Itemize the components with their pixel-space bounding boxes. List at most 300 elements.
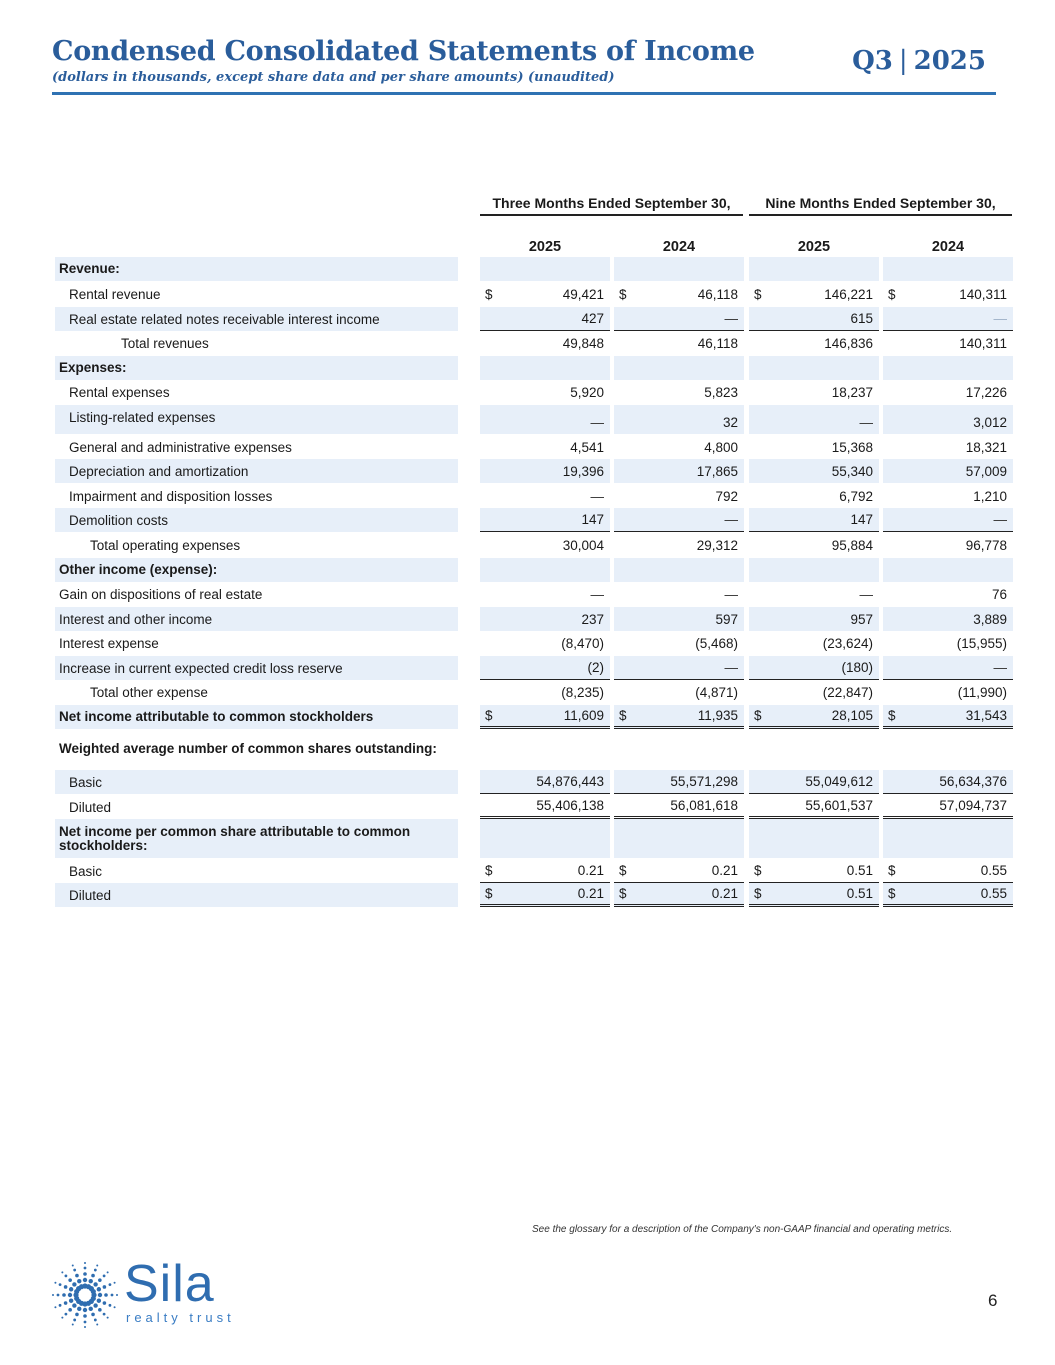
currency-symbol: $: [619, 708, 627, 723]
cell-value: 0.21: [577, 863, 604, 878]
table-row: [55, 533, 1013, 557]
logo-dot: [75, 1274, 79, 1278]
table-cell: [614, 819, 744, 858]
logo-dot: [72, 1282, 76, 1286]
logo-dot: [103, 1313, 106, 1316]
table-cell: [883, 356, 1013, 380]
cell-value: 147: [850, 512, 873, 527]
table-cell: [883, 680, 1013, 704]
table-row: [55, 459, 1013, 483]
table-cell: [749, 356, 879, 380]
table-row: [55, 484, 1013, 508]
logo-dot: [94, 1319, 97, 1322]
period-separator: |: [898, 46, 908, 76]
table-cell: [749, 680, 879, 704]
table-cell: [749, 859, 879, 883]
table-cell: [480, 331, 610, 355]
table-cell: [883, 484, 1013, 508]
table-cell: [614, 859, 744, 883]
table-cell: [480, 533, 610, 557]
currency-symbol: $: [754, 708, 762, 723]
currency-symbol: $: [485, 286, 493, 302]
table-row: [55, 257, 1013, 281]
logo-dot: [97, 1299, 101, 1303]
table-cell: [480, 582, 610, 606]
logo-dot: [73, 1319, 76, 1322]
logo-dot: [61, 1271, 63, 1273]
cell-value: 147: [581, 512, 604, 527]
cell-value: 30,004: [562, 537, 604, 553]
year-header-q3-2024: 2024: [614, 236, 744, 260]
table-cell: [883, 705, 1013, 729]
cell-value: 146,221: [824, 286, 873, 302]
row-label: Basic: [69, 863, 103, 879]
table-row: [55, 380, 1013, 404]
currency-symbol: $: [754, 886, 762, 901]
table-cell: [749, 380, 879, 404]
logo-dot: [89, 1279, 93, 1283]
table-cell: [749, 307, 879, 331]
row-label: Gain on dispositions of real estate: [59, 586, 263, 602]
table-cell: [749, 405, 879, 434]
table-cell: [480, 730, 610, 768]
logo-dot: [91, 1289, 96, 1294]
table-cell: [614, 484, 744, 508]
table-cell: [480, 508, 610, 532]
table-cell: [883, 730, 1013, 768]
table-row: [55, 435, 1013, 459]
cell-value: 57,094,737: [939, 798, 1007, 813]
table-cell: [883, 459, 1013, 483]
sunburst-logo-icon: [50, 1260, 120, 1330]
cell-value: 5,823: [704, 384, 738, 400]
table-cell: [749, 819, 879, 858]
row-label: Depreciation and amortization: [55, 459, 458, 483]
table-cell: [480, 680, 610, 704]
table-cell: [614, 795, 744, 819]
cell-value: (8,470): [561, 635, 604, 651]
page-header: [52, 34, 996, 95]
cell-value: 146,836: [824, 335, 873, 351]
logo-dot: [111, 1294, 114, 1297]
table-cell: [883, 307, 1013, 331]
cell-value: 54,876,443: [536, 774, 604, 789]
table-cell: [480, 883, 610, 907]
cell-value: 95,884: [831, 537, 873, 553]
cell-value: 957: [850, 611, 873, 627]
table-cell: [480, 558, 610, 582]
table-cell: [749, 459, 879, 483]
table-cell: [614, 656, 744, 680]
table-cell: [883, 795, 1013, 819]
row-label: Interest and other income: [55, 607, 458, 631]
cell-value: 46,118: [697, 286, 738, 302]
currency-symbol: $: [888, 286, 896, 302]
logo-dot: [98, 1278, 102, 1282]
cell-value: 55,406,138: [536, 798, 604, 813]
cell-value: 55,049,612: [805, 774, 873, 789]
table-cell: [883, 859, 1013, 883]
logo-dot: [96, 1264, 98, 1266]
row-label: Real estate related notes receivable interest income: [55, 307, 458, 331]
table-row: [55, 631, 1013, 655]
table-row: [55, 730, 1013, 768]
cell-value: —: [590, 488, 604, 504]
table-cell: [480, 859, 610, 883]
logo-dot: [103, 1301, 107, 1305]
table-cell: [614, 380, 744, 404]
cell-value: 4,800: [704, 439, 738, 455]
logo-dot: [64, 1285, 68, 1289]
cell-value: —: [724, 311, 738, 326]
currency-symbol: $: [888, 886, 896, 901]
table-cell: [480, 795, 610, 819]
table-row: [55, 356, 1013, 380]
cell-value: 6,792: [839, 488, 873, 504]
cell-value: 140,311: [959, 335, 1007, 351]
cell-value: 56,081,618: [670, 798, 738, 813]
cell-value: 49,421: [562, 286, 604, 302]
logo-dot: [59, 1283, 62, 1286]
table-cell: [883, 582, 1013, 606]
logo-dot: [83, 1314, 87, 1318]
table-cell: [614, 405, 744, 434]
row-label: Diluted: [55, 883, 458, 907]
table-cell: [883, 380, 1013, 404]
cell-value: 96,778: [965, 537, 1007, 553]
table-cell: [749, 508, 879, 532]
cell-value: —: [724, 586, 738, 602]
table-cell: [614, 508, 744, 532]
row-label: Total operating expenses: [90, 537, 241, 553]
logo-dot: [69, 1287, 73, 1291]
logo-dot: [109, 1304, 112, 1307]
table-cell: [614, 307, 744, 331]
year-header-q3-2025: 2025: [480, 236, 610, 260]
table-cell: [883, 770, 1013, 794]
logo-dot: [72, 1303, 76, 1307]
page-subtitle: (dollars in thousands, except share data and per share amounts) (unaudited): [52, 70, 615, 85]
cell-value: (22,847): [822, 684, 873, 700]
table-row: [55, 607, 1013, 631]
logo-dot: [72, 1264, 74, 1266]
cell-value: 0.21: [711, 886, 738, 901]
cell-value: (15,955): [956, 635, 1007, 651]
row-label: Total revenues: [121, 335, 209, 351]
table-cell: [480, 459, 610, 483]
cell-value: 0.55: [980, 886, 1007, 901]
cell-value: 46,118: [697, 335, 738, 351]
table-cell: [883, 656, 1013, 680]
logo-dot: [96, 1324, 98, 1326]
cell-value: (2): [587, 660, 604, 675]
cell-value: 237: [581, 611, 604, 627]
currency-symbol: $: [754, 286, 762, 302]
cell-value: 615: [850, 311, 873, 326]
row-label: Net income attributable to common stockholders: [55, 705, 458, 729]
cell-value: —: [993, 660, 1007, 675]
table-row: [55, 705, 1013, 729]
logo-dot: [94, 1269, 97, 1272]
table-cell: [883, 331, 1013, 355]
nine-months-header: Nine Months Ended September 30,: [749, 195, 1012, 216]
table-cell: [749, 631, 879, 655]
table-cell: [749, 883, 879, 907]
logo-dot: [83, 1308, 87, 1312]
cell-value: 55,340: [831, 463, 873, 479]
cell-value: 0.55: [980, 863, 1007, 878]
currency-symbol: $: [485, 863, 493, 878]
table-cell: [749, 795, 879, 819]
currency-symbol: $: [754, 863, 762, 878]
logo-dot: [75, 1313, 79, 1317]
row-label: Other income (expense):: [55, 558, 458, 582]
row-label: Weighted average number of common shares outstanding:: [59, 741, 437, 756]
cell-value: 56,634,376: [939, 774, 1007, 789]
cell-value: 32: [722, 415, 738, 430]
cell-value: 0.21: [577, 886, 604, 901]
cell-value: —: [590, 415, 604, 430]
cell-value: 18,237: [831, 384, 873, 400]
table-cell: [749, 331, 879, 355]
row-label: Impairment and disposition losses: [69, 488, 273, 504]
logo-dot: [64, 1301, 68, 1305]
row-label: Demolition costs: [55, 508, 458, 532]
table-cell: [883, 883, 1013, 907]
table-cell: [614, 770, 744, 794]
logo-dot: [98, 1293, 102, 1297]
table-row: [55, 582, 1013, 606]
table-cell: [614, 282, 744, 306]
cell-value: —: [859, 586, 873, 602]
table-cell: [883, 819, 1013, 858]
logo-dot: [89, 1307, 93, 1311]
table-cell: [749, 533, 879, 557]
cell-value: —: [724, 512, 738, 527]
row-label: Rental revenue: [69, 286, 161, 302]
logo-dot: [62, 1293, 66, 1297]
cell-value: 3,889: [973, 611, 1007, 627]
logo-dot: [57, 1294, 60, 1297]
year-header-ytd-2025: 2025: [749, 236, 879, 260]
cell-value: 597: [715, 611, 738, 627]
logo-dot: [54, 1306, 56, 1308]
table-row: [55, 405, 1013, 434]
cell-value: 11,935: [697, 708, 738, 723]
currency-symbol: $: [888, 863, 896, 878]
cell-value: —: [724, 660, 738, 675]
table-cell: [749, 282, 879, 306]
table-cell: [614, 631, 744, 655]
page-number: 6: [988, 1291, 998, 1310]
logo-dot: [91, 1313, 95, 1317]
cell-value: 427: [581, 311, 604, 326]
logo-wordmark: Sila: [124, 1255, 215, 1313]
table-cell: [480, 484, 610, 508]
table-cell: [883, 558, 1013, 582]
currency-symbol: $: [619, 863, 627, 878]
row-label: Rental expenses: [69, 384, 170, 400]
table-cell: [480, 656, 610, 680]
table-cell: [480, 380, 610, 404]
row-label: Revenue:: [55, 257, 458, 281]
table-cell: [480, 257, 610, 281]
logo-dot: [103, 1285, 107, 1289]
table-cell: [480, 705, 610, 729]
cell-value: 55,571,298: [670, 774, 738, 789]
logo-dot: [72, 1324, 74, 1326]
cell-value: 55,601,537: [805, 798, 873, 813]
table-row: [55, 558, 1013, 582]
cell-value: 5,920: [570, 384, 604, 400]
table-cell: [749, 656, 879, 680]
logo-tagline: realty trust: [126, 1310, 235, 1325]
logo-dot: [104, 1293, 108, 1297]
cell-value: 31,543: [965, 708, 1007, 723]
cell-value: 1,210: [973, 488, 1007, 504]
cell-value: 792: [715, 488, 738, 504]
table-cell: [883, 405, 1013, 434]
footnote: See the glossary for a description of the Company's non-GAAP financial and operating metrics.: [532, 1224, 953, 1235]
logo-dot: [68, 1293, 72, 1297]
cell-value: 18,321: [965, 439, 1007, 455]
table-cell: [480, 356, 610, 380]
period-label: [852, 46, 986, 76]
cell-value: 17,226: [965, 384, 1007, 400]
cell-value: (180): [841, 660, 873, 675]
logo-dot: [61, 1317, 63, 1319]
table-row: [55, 770, 1013, 794]
cell-value: (11,990): [957, 684, 1007, 700]
row-label: General and administrative expenses: [69, 439, 292, 455]
table-cell: [614, 558, 744, 582]
table-cell: [883, 533, 1013, 557]
table-cell: [749, 558, 879, 582]
row-label: Interest expense: [59, 635, 159, 651]
table-cell: [614, 459, 744, 483]
row-label: Expenses:: [55, 356, 458, 380]
cell-value: 0.51: [846, 863, 873, 878]
row-label: Increase in current expected credit loss reserve: [55, 656, 458, 680]
logo-dot: [68, 1308, 72, 1312]
table-cell: [614, 356, 744, 380]
logo-dot: [54, 1282, 56, 1284]
currency-symbol: $: [619, 886, 627, 901]
cell-value: 0.51: [846, 886, 873, 901]
cell-value: 11,609: [563, 708, 604, 723]
logo-dot: [84, 1267, 87, 1270]
logo-dot: [83, 1272, 87, 1276]
cell-value: 4,541: [570, 439, 604, 455]
currency-symbol: $: [485, 708, 493, 723]
logo-dot: [68, 1278, 72, 1282]
logo-dot: [114, 1282, 116, 1284]
quarter-label: Q3: [852, 46, 893, 76]
cell-value: 17,865: [696, 463, 738, 479]
table-row: [55, 656, 1013, 680]
table-cell: [480, 607, 610, 631]
cell-value: (8,235): [561, 684, 604, 700]
table-row: [55, 508, 1013, 532]
cell-value: 3,012: [973, 415, 1007, 430]
table-cell: [883, 282, 1013, 306]
table-cell: [480, 307, 610, 331]
table-cell: [614, 883, 744, 907]
table-cell: [749, 257, 879, 281]
table-cell: [614, 607, 744, 631]
table-cell: [614, 257, 744, 281]
logo-dot: [93, 1282, 97, 1286]
table-cell: [614, 435, 744, 459]
table-row: [55, 859, 1013, 883]
logo-dot: [107, 1271, 109, 1273]
page-title: Condensed Consolidated Statements of Income: [52, 36, 755, 67]
row-label: Diluted: [69, 799, 112, 815]
table-row: [55, 307, 1013, 331]
cell-value: —: [590, 586, 604, 602]
table-cell: [480, 282, 610, 306]
logo-dot: [84, 1262, 86, 1264]
table-row: [55, 883, 1013, 907]
table-cell: [749, 770, 879, 794]
cell-value: 0.21: [711, 863, 738, 878]
table-cell: [480, 770, 610, 794]
row-label: Total other expense: [90, 684, 208, 700]
year-header-ytd-2024: 2024: [883, 236, 1013, 260]
table-cell: [480, 819, 610, 858]
logo-dot: [107, 1317, 109, 1319]
logo-dot: [98, 1308, 102, 1312]
cell-value: —: [859, 415, 873, 430]
table-cell: [480, 435, 610, 459]
logo-dot: [84, 1321, 87, 1324]
currency-symbol: $: [888, 708, 896, 723]
table-row: [55, 331, 1013, 355]
table-cell: [614, 533, 744, 557]
logo-dot: [93, 1303, 97, 1307]
logo-dot: [109, 1283, 112, 1286]
logo-dot: [77, 1307, 81, 1311]
logo-dot: [59, 1304, 62, 1307]
logo-dot: [69, 1299, 73, 1303]
table-cell: [883, 631, 1013, 655]
cell-value: 57,009: [965, 463, 1007, 479]
currency-symbol: $: [485, 886, 493, 901]
table-cell: [749, 705, 879, 729]
table-cell: [883, 435, 1013, 459]
row-label: Listing-related expenses: [55, 405, 458, 434]
cell-value: —: [993, 311, 1007, 326]
cell-value: 19,396: [562, 463, 604, 479]
table-cell: [749, 607, 879, 631]
logo-dot: [52, 1294, 54, 1296]
table-cell: [749, 582, 879, 606]
logo-dot: [84, 1326, 86, 1328]
table-row: [55, 282, 1013, 306]
table-row: [55, 680, 1013, 704]
cell-value: (4,871): [695, 684, 738, 700]
logo-dot: [103, 1275, 106, 1278]
table-cell: [480, 631, 610, 655]
table-row: [55, 819, 1013, 858]
cell-value: 29,312: [696, 537, 738, 553]
table-cell: [614, 680, 744, 704]
table-cell: [749, 435, 879, 459]
cell-value: —: [993, 512, 1007, 527]
table-cell: [749, 730, 879, 768]
table-cell: [614, 582, 744, 606]
table-cell: [883, 257, 1013, 281]
